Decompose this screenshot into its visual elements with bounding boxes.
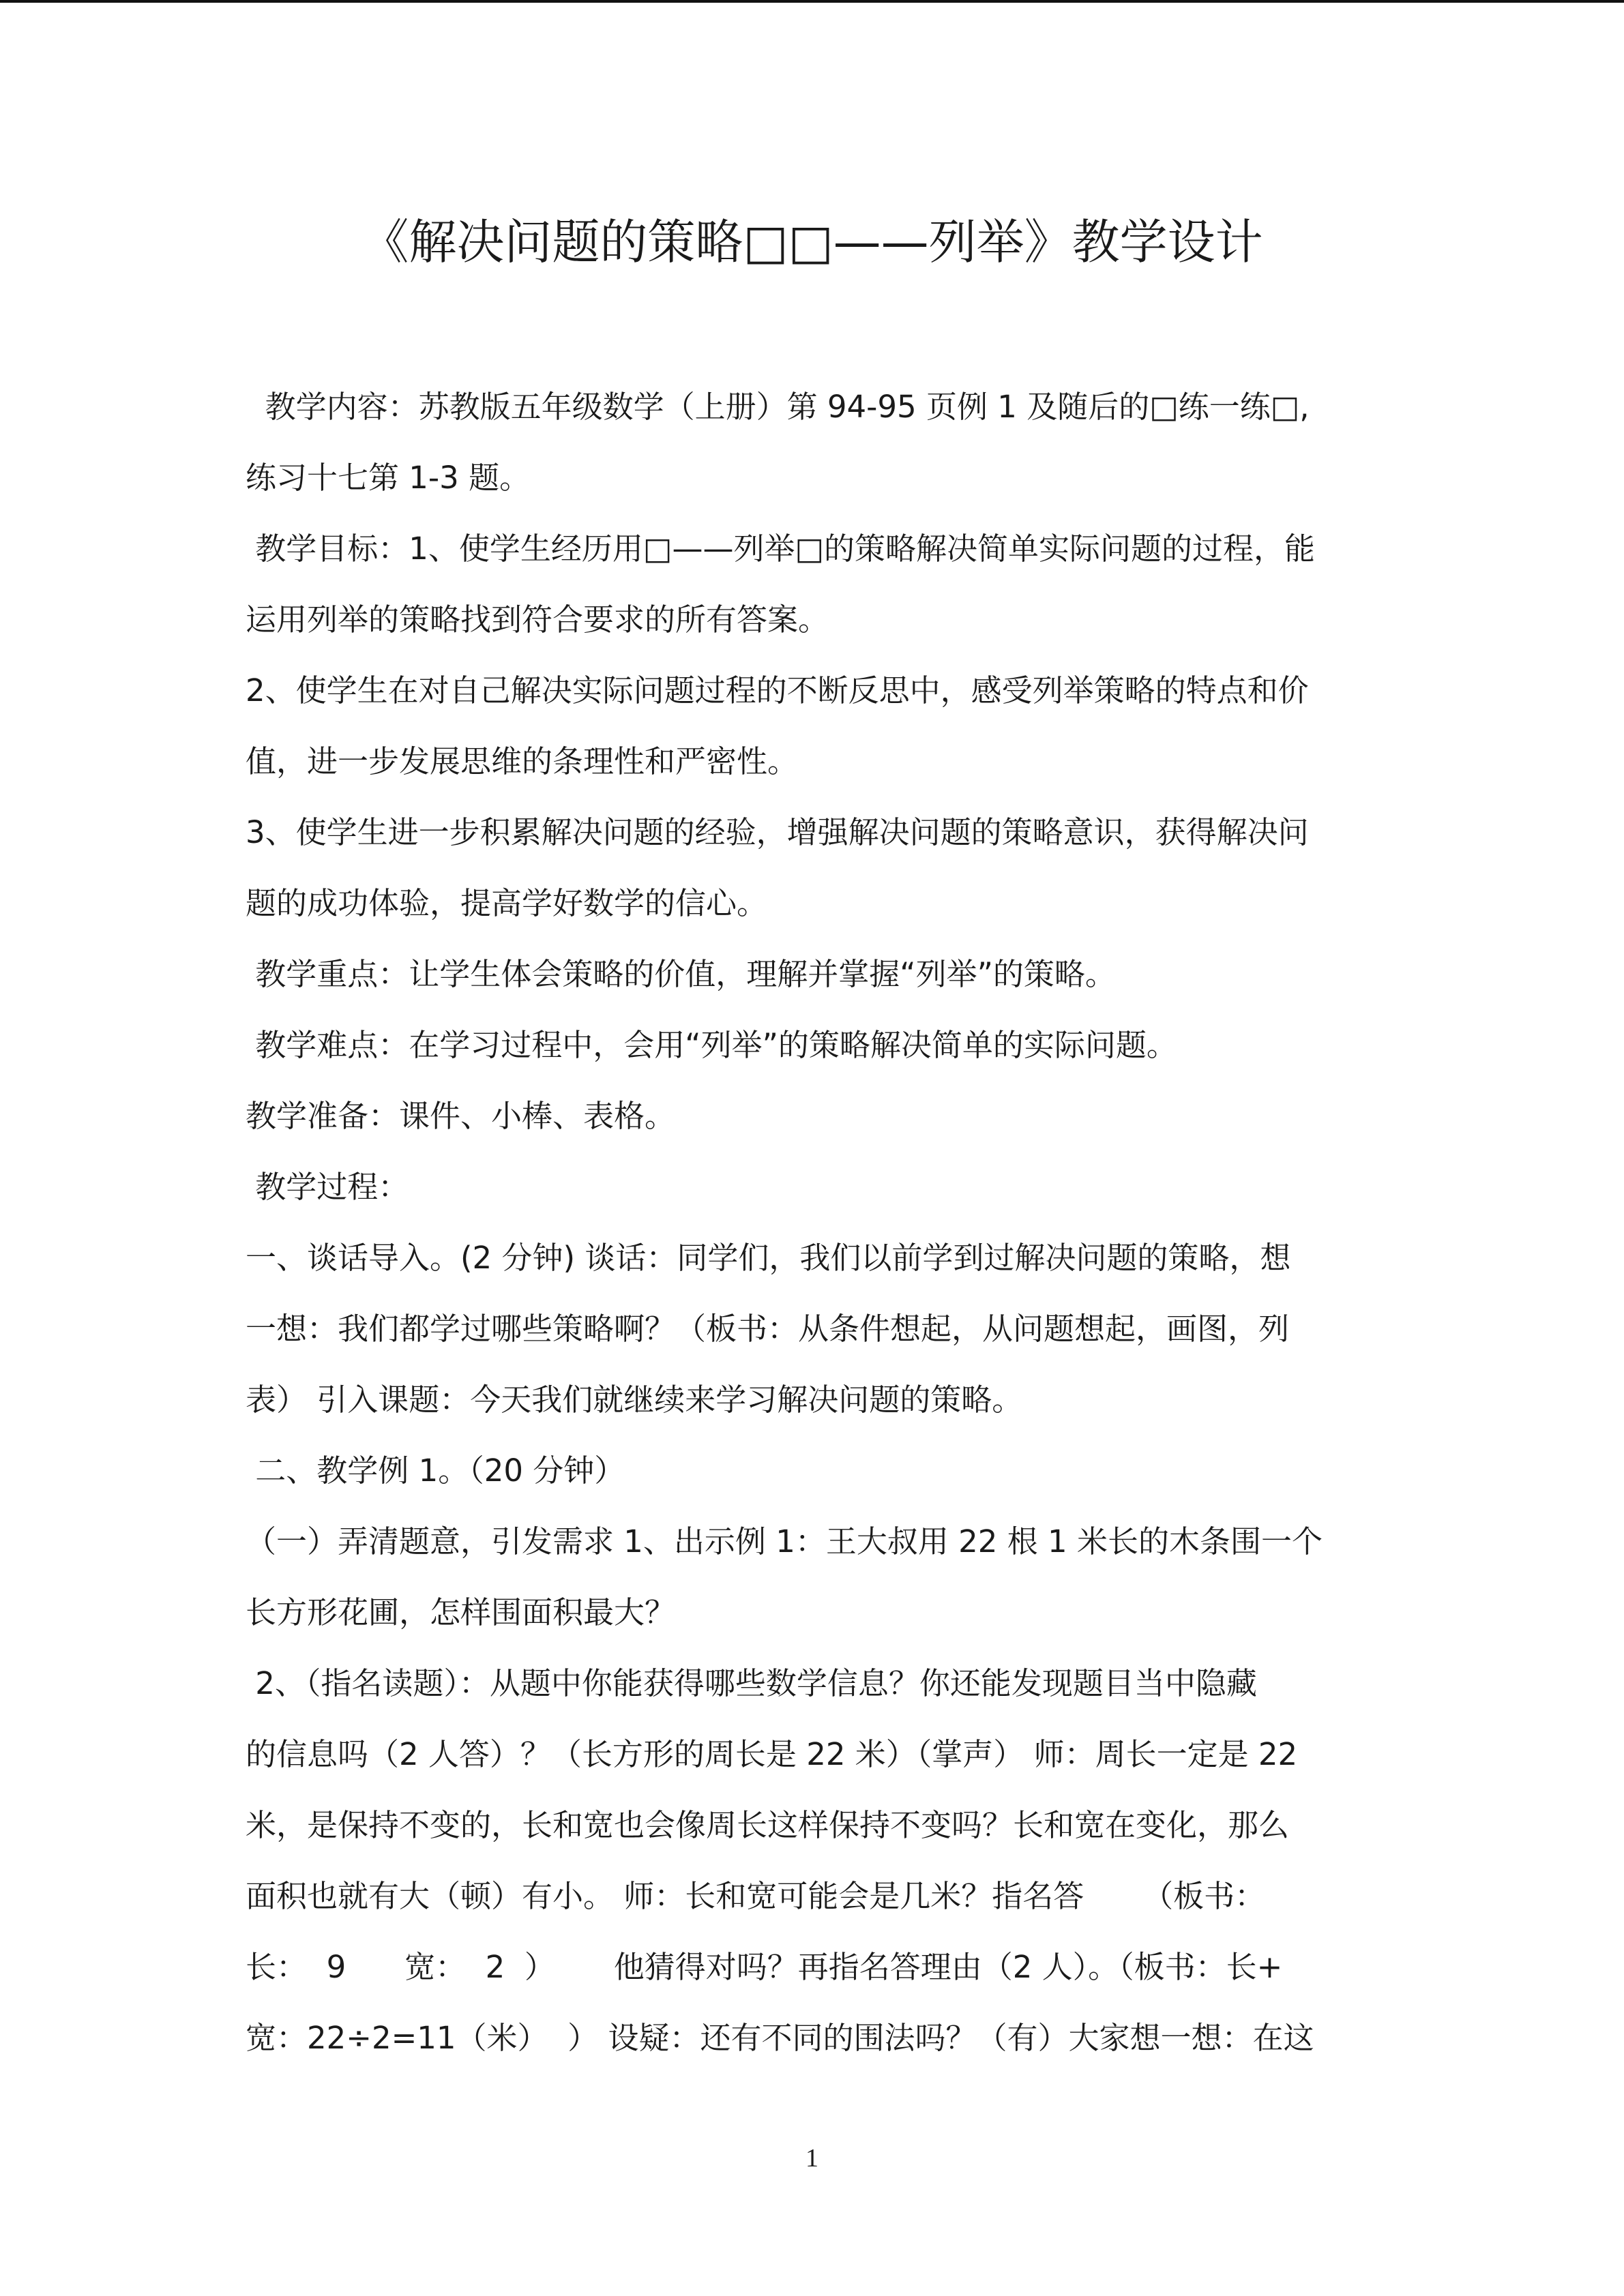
text-line: 教学目标：1、使学生经历用□——列举□的策略解决简单实际问题的过程，能 [246,531,1315,567]
page-number: 1 [806,2144,818,2173]
text-line: 长方形花圃，怎样围面积最大？ [246,1594,676,1630]
text-line: 面积也就有大（顿）有小。 师：长和宽可能会是几米？指名答 （板书： [246,1878,1266,1914]
text-line: 一、谈话导入。(2 分钟) 谈话：同学们，我们以前学到过解决问题的策略，想 [246,1240,1291,1276]
text-line: 的信息吗（2 人答）？（长方形的周长是 22 米）（掌声） 师：周长一定是 22 [246,1736,1298,1772]
text-line: 宽：22÷2=11（米） ） 设疑：还有不同的围法吗？（有）大家想一想：在这 [246,2020,1314,2056]
text-line: 值，进一步发展思维的条理性和严密性。 [246,743,799,779]
text-line: 题的成功体验，提高学好数学的信心。 [246,885,768,921]
text-line: 练习十七第 1-3 题。 [246,460,531,496]
text-line: 一想：我们都学过哪些策略啊？（板书：从条件想起，从问题想起，画图，列 [246,1311,1290,1347]
document-title: 《解决问题的策略□□——列举》教学设计 [361,214,1263,270]
text-line: 2、使学生在对自己解决实际问题过程的不断反思中，感受列举策略的特点和价 [246,672,1309,709]
text-line: 教学准备：课件、小棒、表格。 [246,1098,676,1134]
text-line: 运用列举的策略找到符合要求的所有答案。 [246,601,829,638]
text-line: 米，是保持不变的，长和宽也会像周长这样保持不变吗？长和宽在变化，那么 [246,1807,1290,1843]
text-line: 教学难点：在学习过程中，会用“列举”的策略解决简单的实际问题。 [246,1027,1177,1063]
text-line: （一）弄清题意，引发需求 1、出示例 1：王大叔用 22 根 1 米长的木条围一个 [246,1523,1323,1560]
text-line: 表） 引入课题：今天我们就继续来学习解决问题的策略。 [246,1382,1023,1418]
text-line: 2、（指名读题）：从题中你能获得哪些数学信息？你还能发现题目当中隐藏 [246,1665,1257,1701]
text-line: 3、使学生进一步积累解决问题的经验，增强解决问题的策略意识，获得解决问 [246,814,1309,850]
text-line: 教学重点：让学生体会策略的价值，理解并掌握“列举”的策略。 [246,956,1116,992]
text-line: 教学内容：苏教版五年级数学（上册）第 94-95 页例 1 及随后的□练一练□, [246,389,1310,425]
page-top-border [0,0,1624,3]
document-body [246,372,1378,2074]
text-line: 教学过程： [246,1169,409,1205]
text-line: 二、教学例 1。（20 分钟） [246,1452,625,1489]
text-line: 长： 9 宽： 2 ） 他猜得对吗？再指名答理由（2 人）。（板书：长+ [246,1949,1283,1985]
